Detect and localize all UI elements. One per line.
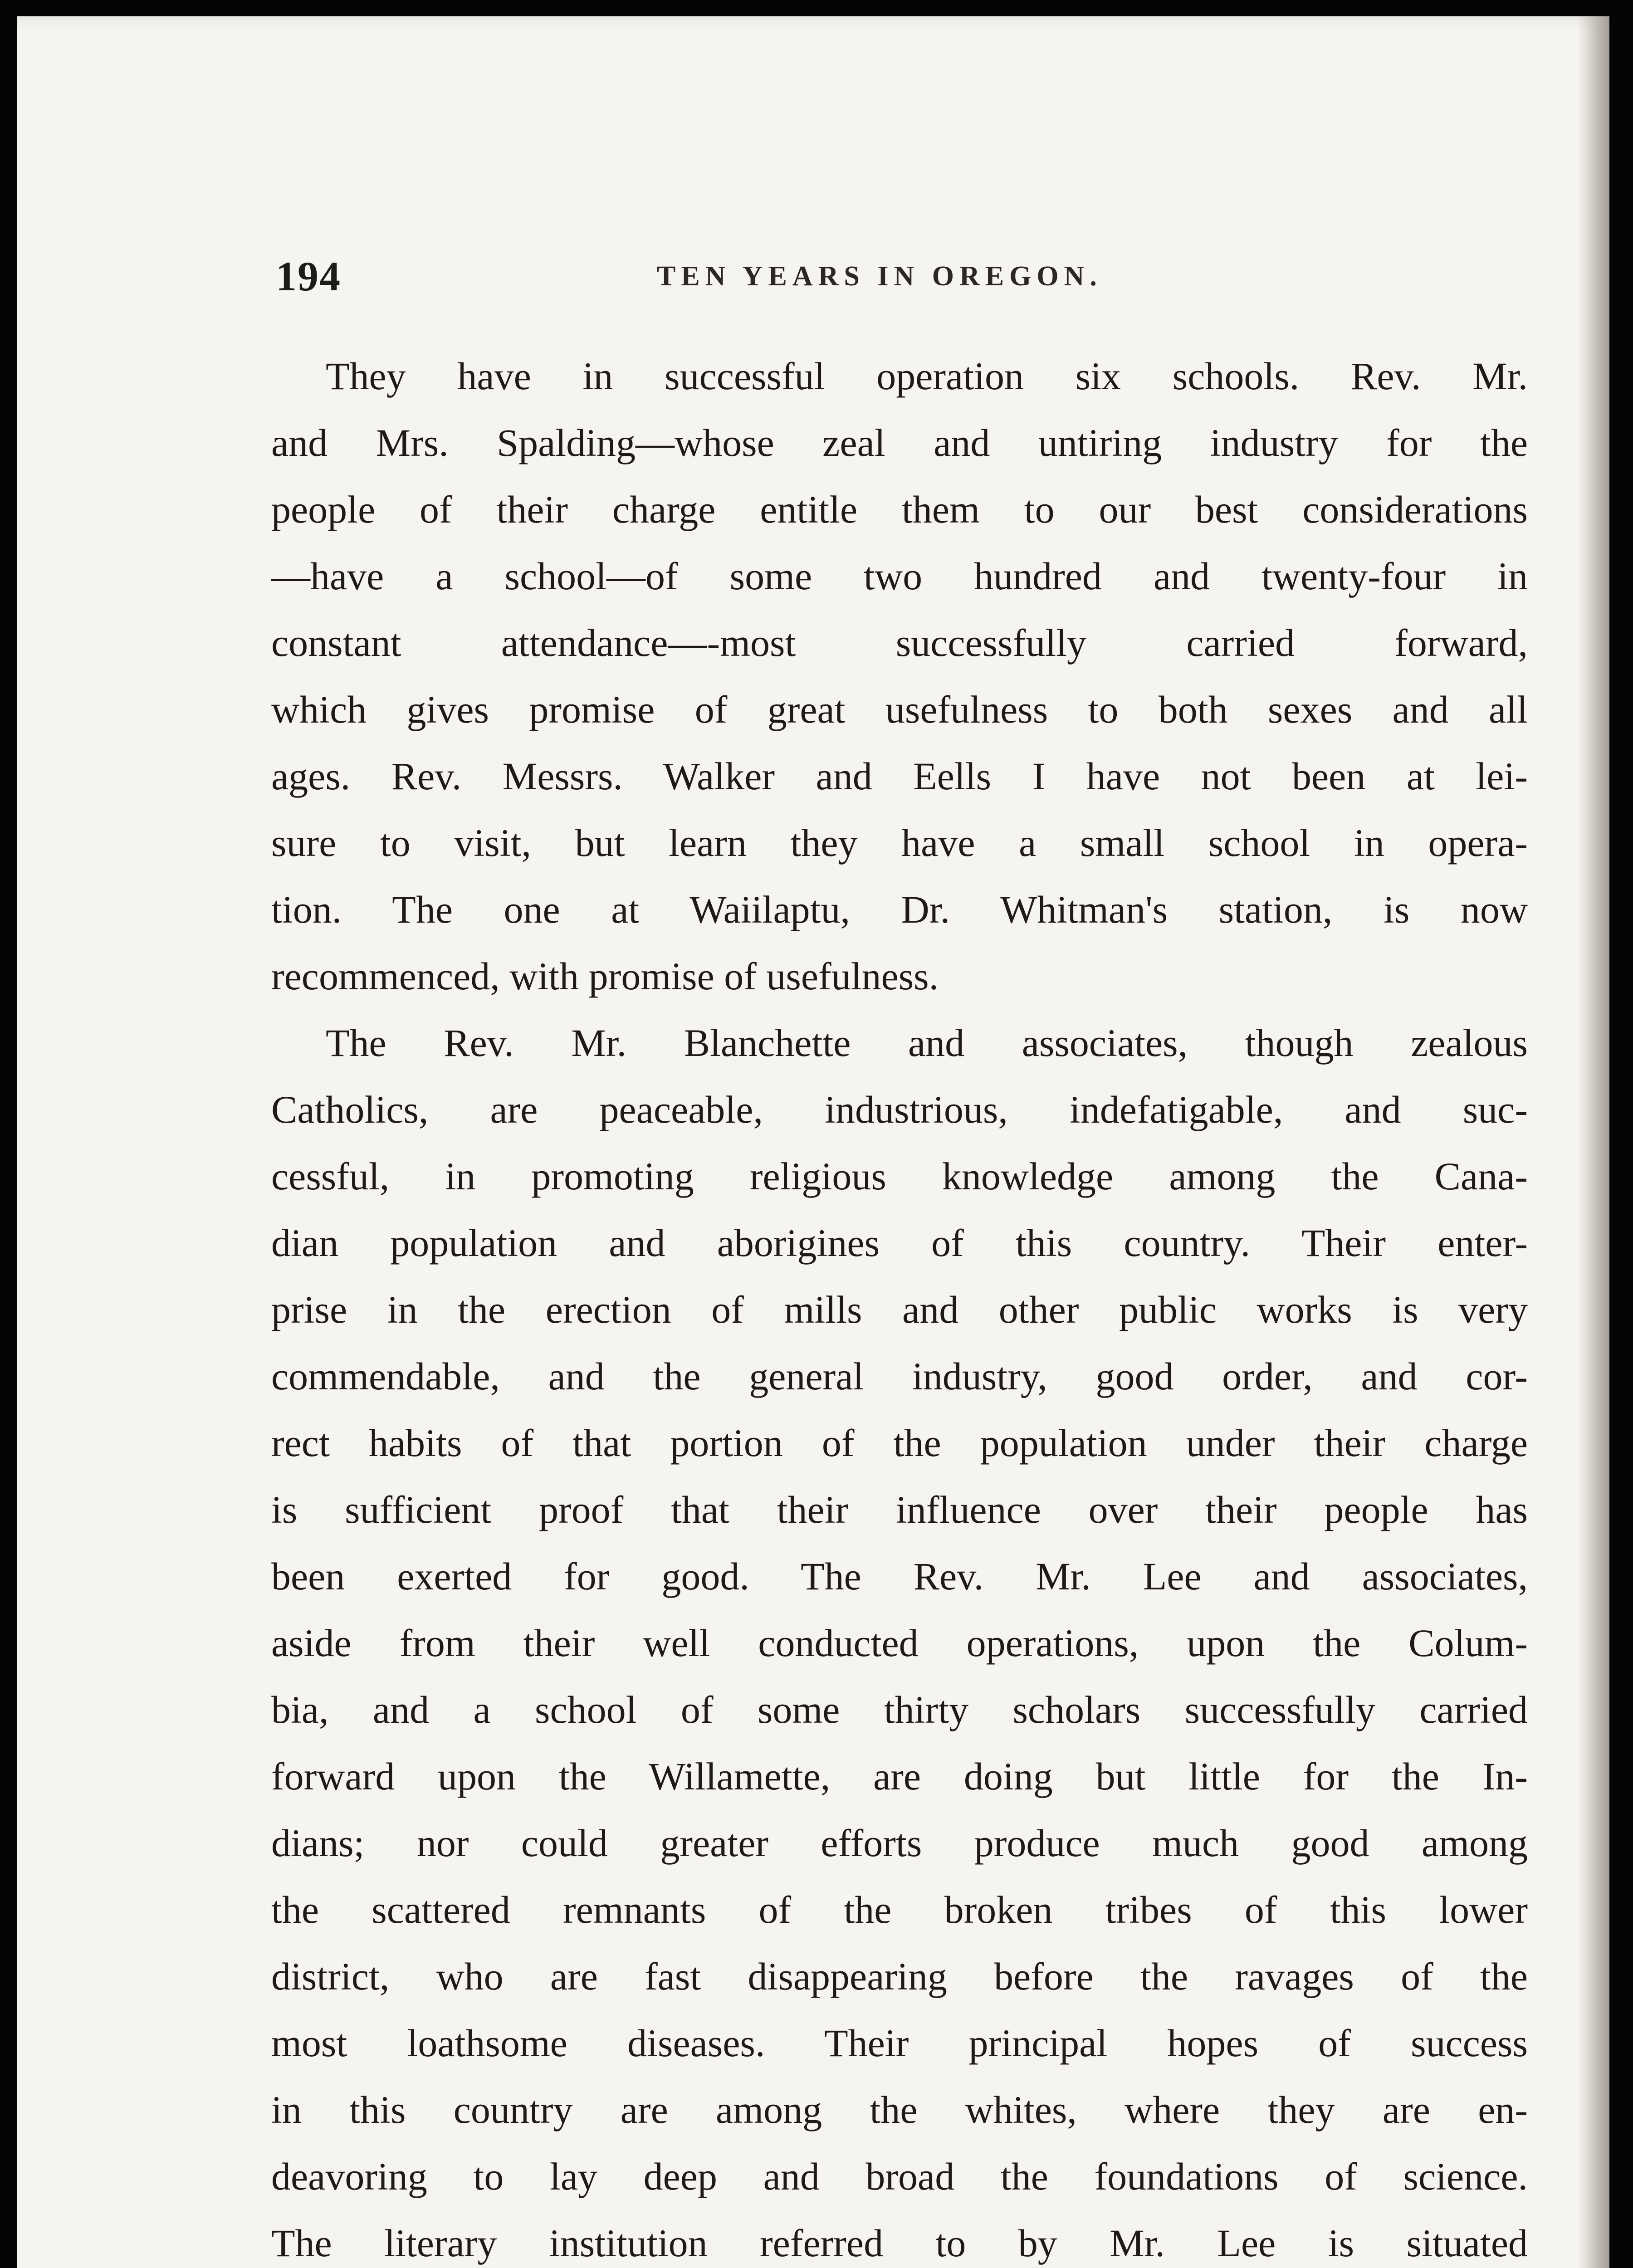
text-line: which gives promise of great usefulness to both sexes and all [271, 688, 1528, 731]
page-number: 194 [276, 253, 341, 299]
text-line: people of their charge entitle them to our best considerations [271, 488, 1528, 531]
text-line: recommenced, with promise of usefulness. [271, 954, 939, 998]
text-line: They have in successful operation six schools. Rev. Mr. [326, 354, 1528, 398]
text-line: is sufficient proof that their influence over their people has [271, 1488, 1528, 1531]
text-line: been exerted for good. The Rev. Mr. Lee and associates, [271, 1554, 1528, 1598]
text-line: district, who are fast disappearing before the ravages of the [271, 1955, 1528, 1998]
text-line: aside from their well conducted operations, upon the Colum- [271, 1621, 1528, 1665]
text-line: prise in the erection of mills and other public works is very [271, 1288, 1528, 1331]
text-line: constant attendance—-most successfully carried forward, [271, 621, 1528, 665]
running-head: TEN YEARS IN OREGON. [657, 261, 1102, 292]
text-line: forward upon the Willamette, are doing but little for the In- [271, 1755, 1528, 1798]
page-header [258, 252, 1537, 307]
text-line: rect habits of that portion of the population under their charge [271, 1421, 1528, 1465]
text-line: —have a school—of some two hundred and twenty-four in [271, 554, 1528, 598]
text-line: most loathsome diseases. Their principal hopes of success [271, 2021, 1528, 2065]
text-line: dian population and aborigines of this country. Their enter- [271, 1221, 1528, 1265]
text-line: tion. The one at Waiilaptu, Dr. Whitman's station, is now [271, 888, 1528, 931]
text-line: commendable, and the general industry, good order, and cor- [271, 1354, 1528, 1398]
text-line: cessful, in promoting religious knowledge among the Cana- [271, 1154, 1528, 1198]
text-line: Catholics, are peaceable, industrious, indefatigable, and suc- [271, 1088, 1528, 1131]
text-line: The literary institution referred to by Mr. Lee is situated [271, 2221, 1528, 2265]
text-line: dians; nor could greater efforts produce much good among [271, 1821, 1528, 1865]
book-page [17, 16, 1609, 2268]
text-line: ages. Rev. Messrs. Walker and Eells I have not been at lei- [271, 754, 1528, 798]
text-line: and Mrs. Spalding—whose zeal and untiring industry for the [271, 421, 1528, 464]
text-line: deavoring to lay deep and broad the foundations of science. [271, 2155, 1528, 2198]
text-line: the scattered remnants of the broken tribes of this lower [271, 1888, 1528, 1931]
text-line: bia, and a school of some thirty scholars successfully carried [271, 1688, 1528, 1731]
text-line: The Rev. Mr. Blanchette and associates, though zealous [326, 1021, 1528, 1065]
page-spine-shadow [1578, 16, 1609, 2268]
body-text [271, 343, 1528, 2268]
text-line: in this country are among the whites, where they are en- [271, 2088, 1528, 2131]
text-line: sure to visit, but learn they have a small school in opera- [271, 821, 1528, 865]
